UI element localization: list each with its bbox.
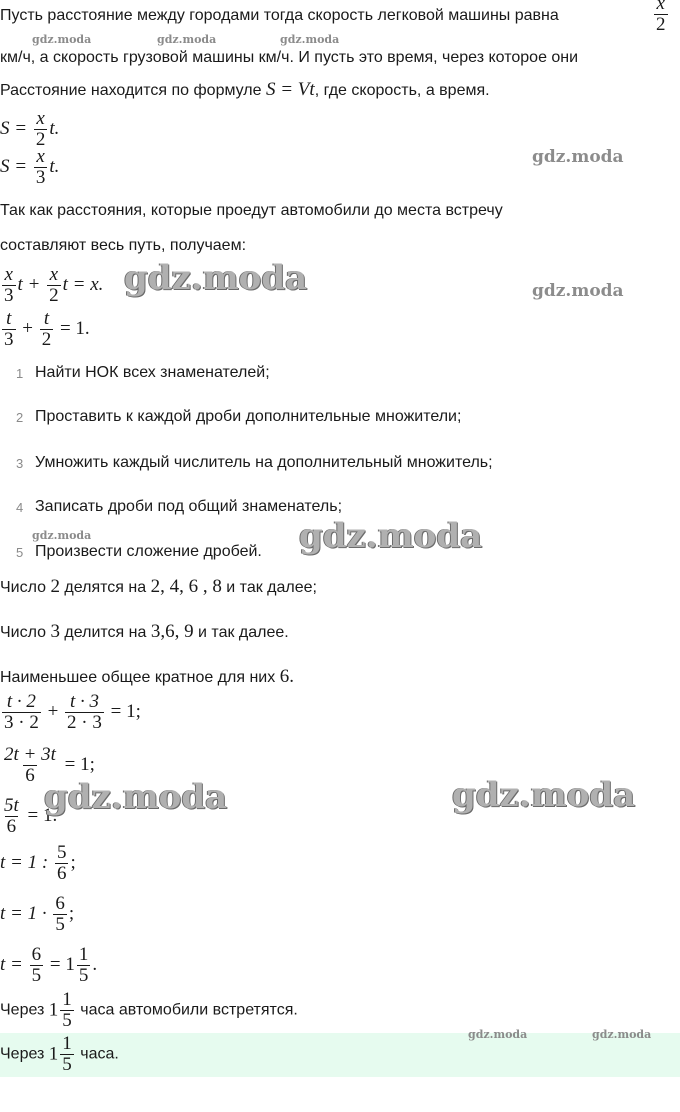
watermark: gdz.moda [32, 33, 92, 46]
intro-line-1: Пусть расстояние между городами тогда скорость легковой машины равна [0, 7, 559, 24]
step-text: Записать дроби под общий знаменатель; [35, 498, 343, 515]
step-text: Умножить каждый числитель на дополнительный множитель; [35, 454, 493, 471]
watermark: gdz.moda [32, 529, 92, 542]
equation-5: $\frac{t \cdot 2}{3 \cdot 2}$ + $\frac{t \cdot 3}{2 \cdot 3}$ = 1; [4, 691, 141, 733]
paragraph-line-2: составляют весь путь, получаем: [0, 237, 247, 254]
step-number: 3 [16, 456, 24, 471]
watermark: gdz.moda [280, 33, 340, 46]
conclusion: Через 1 $\frac{1}{5}$ часа автомобили встретятся. [0, 989, 298, 1031]
step-text: Проставить к каждой дроби дополнительные множители; [35, 408, 462, 425]
watermark: gdz.moda [468, 1028, 528, 1041]
intro-line-3: Расстояние находится по формуле S = Vt, где скорость, а время. [0, 79, 490, 100]
watermark: gdz.moda [124, 258, 308, 298]
equation-3: $\frac{x}{3}$ t + $\frac{x}{2}$ t = x. [4, 264, 104, 306]
step-number: 2 [16, 410, 24, 425]
watermark: gdz.moda [299, 516, 483, 556]
lcm-line-2: Число 3 делится на 3,6, 9 и так далее. [0, 621, 289, 642]
watermark: gdz.moda [532, 281, 624, 301]
step-number: 1 [16, 366, 24, 381]
equation-7: $\frac{5t}{6}$ = 1. [4, 795, 58, 837]
equation-10: t = $\frac{6}{5}$ = 1 $\frac{1}{5}$ . [0, 944, 98, 986]
equation-4: $\frac{t}{3}$ + $\frac{t}{2}$ = 1. [4, 308, 90, 350]
watermark: gdz.moda [157, 33, 217, 46]
step-number: 4 [16, 500, 24, 515]
intro-line-2: км/ч, а скорость грузовой машины км/ч. И пусть это время, через которое они [0, 49, 579, 66]
paragraph-line-1: Так как расстояния, которые проедут автомобили до места встречу [0, 202, 503, 219]
step-text: Найти НОК всех знаменателей; [35, 364, 270, 381]
watermark: gdz.moda [592, 1028, 652, 1041]
watermark: gdz.moda [44, 777, 228, 817]
watermark: gdz.moda [532, 147, 624, 167]
step-text: Произвести сложение дробей. [35, 543, 262, 560]
equation-9: t = 1 · $\frac{6}{5}$ ; [0, 893, 75, 935]
lcm-line-3: Наименьшее общее кратное для них 6. [0, 666, 294, 687]
step-number: 5 [16, 545, 24, 560]
watermark: gdz.moda [452, 775, 636, 815]
equation-1: S = $\frac{x}{2}$ t. [0, 108, 60, 150]
answer-text: Через 1 $\frac{1}{5}$ часа. [0, 1033, 119, 1075]
intro-fraction: $\frac{x}{2}$ [656, 0, 666, 35]
equation-2: S = $\frac{x}{3}$ t. [0, 146, 60, 188]
equation-6: $\frac{2t + 3t}{6}$ = 1; [4, 744, 95, 786]
equation-8: t = 1 : $\frac{5}{6}$ ; [0, 842, 76, 884]
lcm-line-1: Число 2 делятся на 2, 4, 6 , 8 и так далее; [0, 576, 317, 597]
